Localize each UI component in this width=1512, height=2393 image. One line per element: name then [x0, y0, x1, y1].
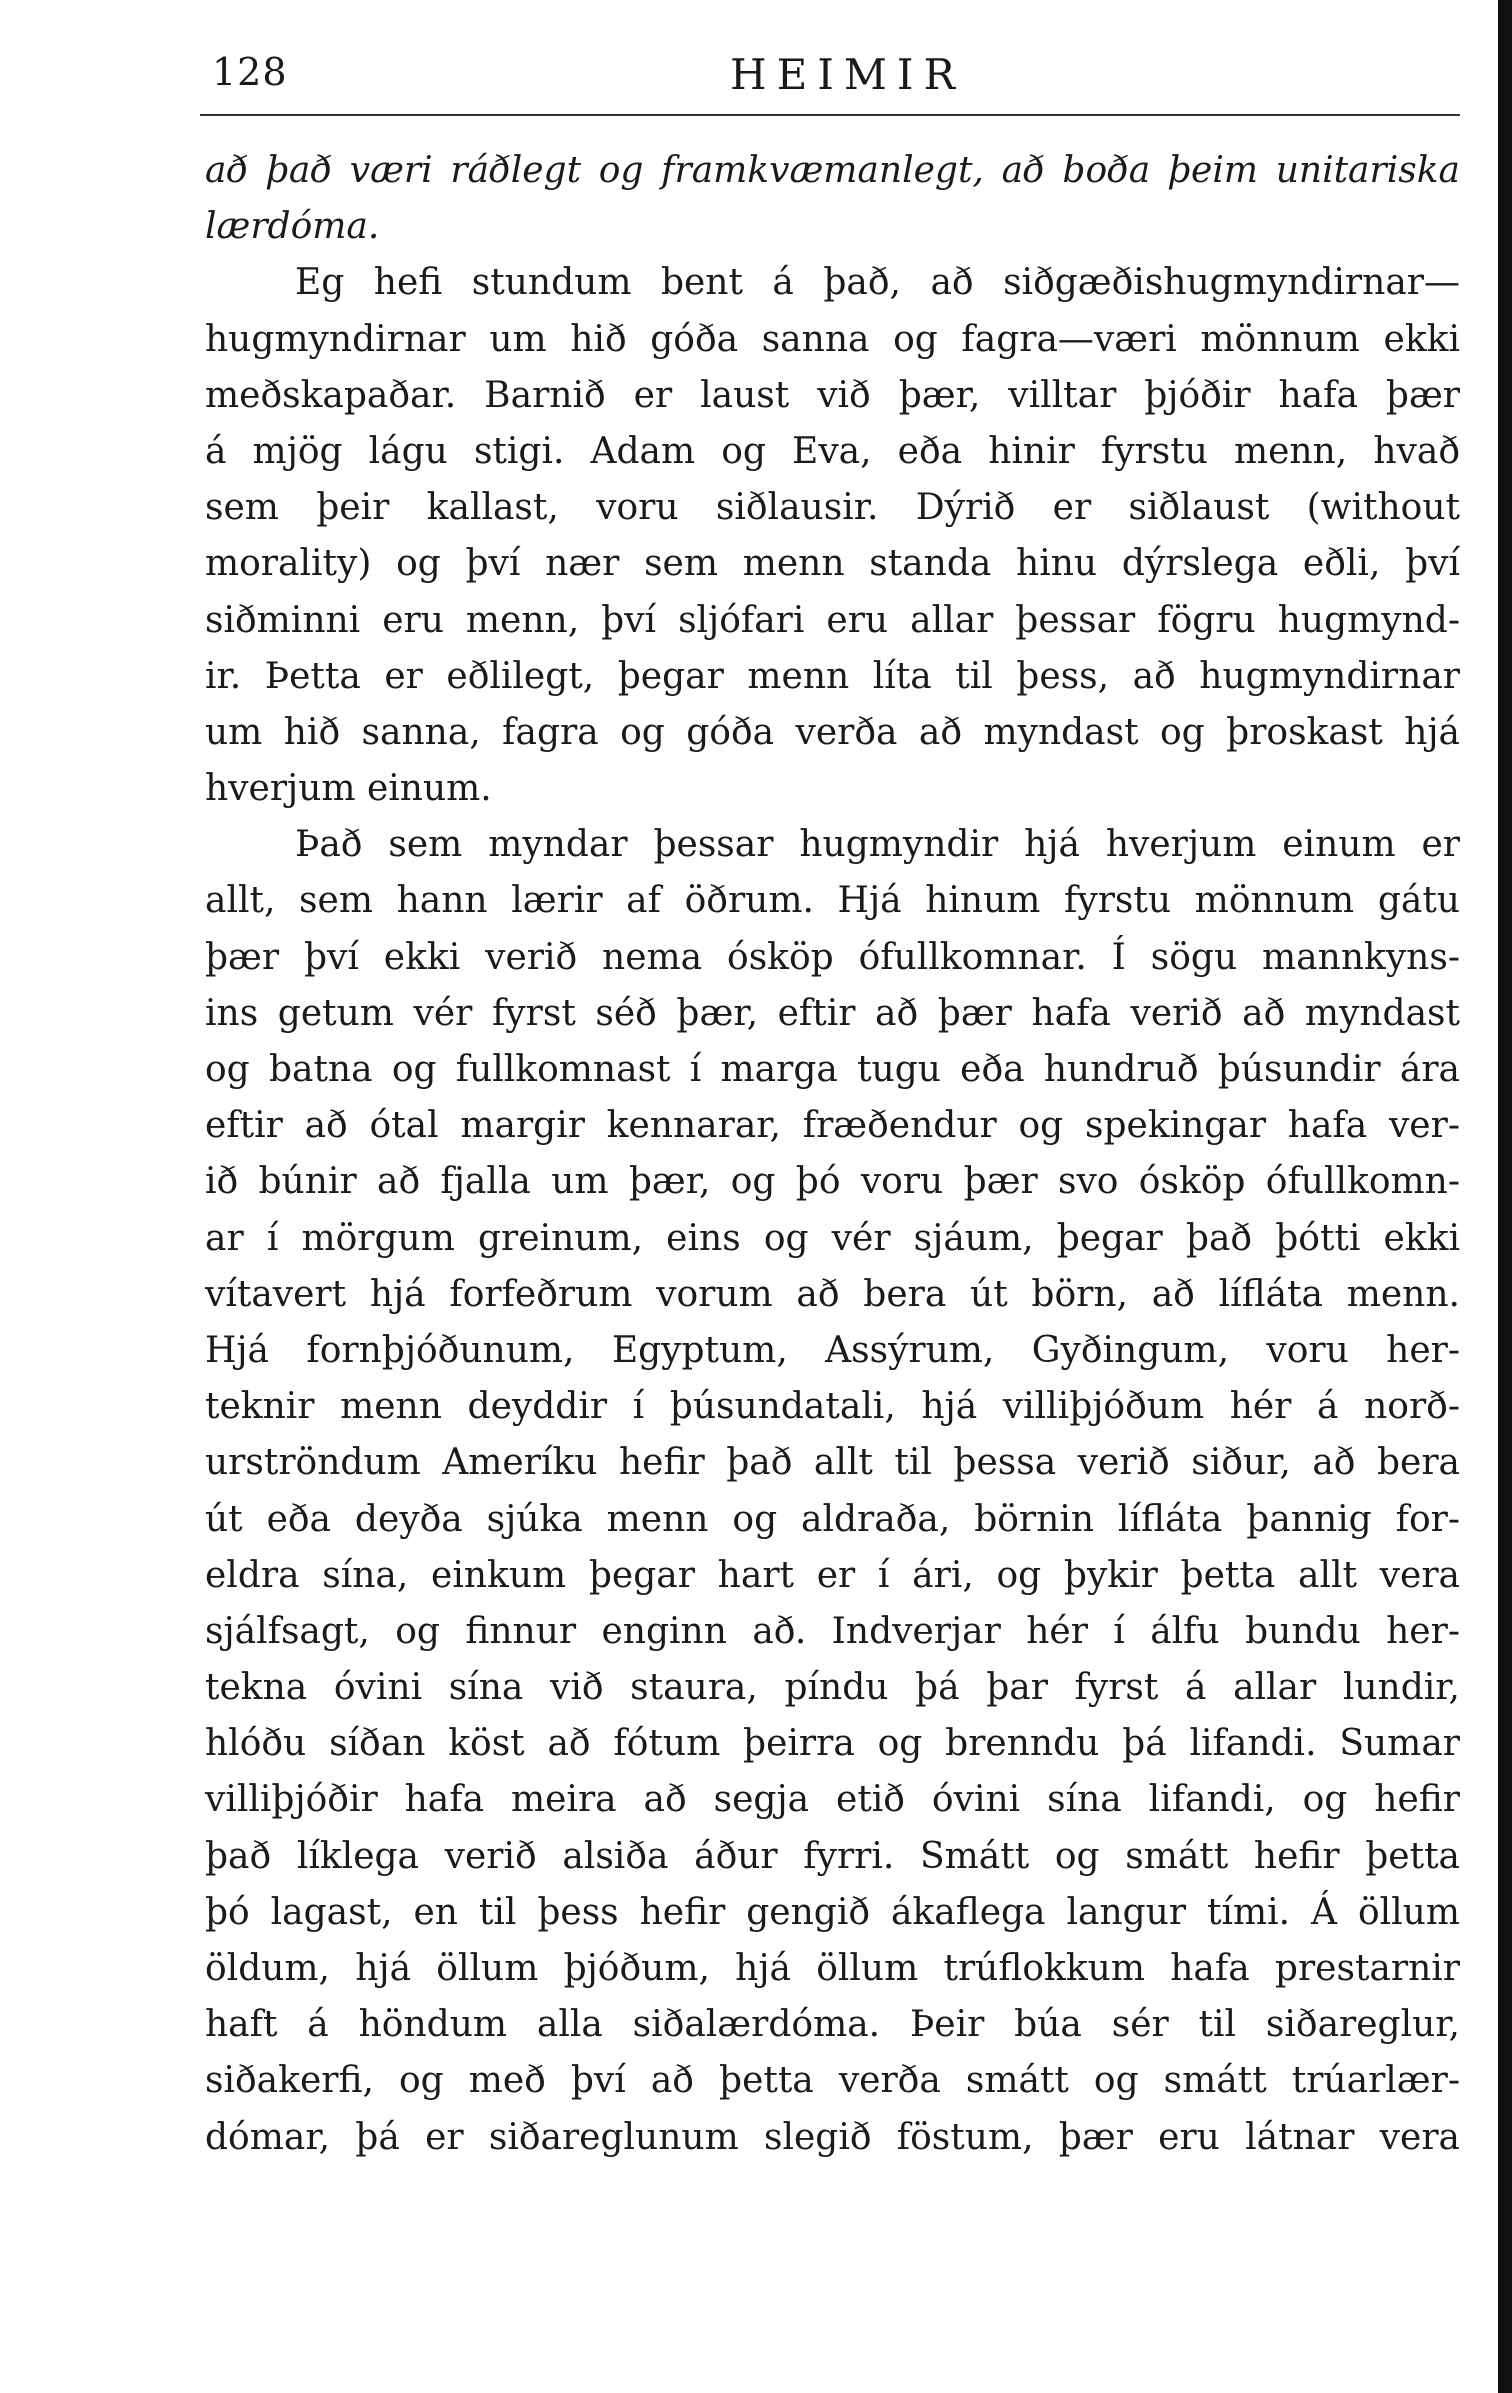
- text-line: hlóðu síðan köst að fótum þeirra og brenndu þá lifandi. Sumar: [205, 1723, 1460, 1765]
- text-line: hverjum einum.: [205, 768, 492, 810]
- text-line: eldra sína, einkum þegar hart er í ári, og þykir þetta allt vera: [205, 1554, 1460, 1596]
- text-line: villiþjóðir hafa meira að segja etið óvini sína lifandi, og hefir: [205, 1779, 1460, 1821]
- text-line: ar í mörgum greinum, eins og vér sjáum, þegar það þótti ekki: [205, 1217, 1460, 1259]
- text-line: Hjá fornþjóðunum, Egyptum, Assýrum, Gyðingum, voru her-: [205, 1329, 1460, 1371]
- text-line: öldum, hjá öllum þjóðum, hjá öllum trúflokkum hafa prestarnir: [205, 1948, 1460, 1989]
- page-edge-border: [1498, 0, 1512, 2393]
- text-line: lærdóma.: [205, 206, 380, 248]
- text-line: morality) og því nær sem menn standa hinu dýrslega eðli, því: [205, 543, 1460, 585]
- text-line: þær því ekki verið nema ósköp ófullkomnar. Í sögu mannkyns-: [205, 936, 1460, 978]
- text-line: teknir menn deyddir í þúsundatali, hjá villiþjóðum hér á norð-: [205, 1386, 1460, 1428]
- page-number: 128: [212, 50, 288, 94]
- text-line: á mjög lágu stigi. Adam og Eva, eða hinir fyrstu menn, hvað: [205, 430, 1460, 472]
- text-line: eftir að ótal margir kennarar, fræðendur og spekingar hafa ver-: [205, 1105, 1460, 1147]
- text-line: ins getum vér fyrst séð þær, eftir að þær hafa verið að myndast: [205, 992, 1460, 1034]
- text-line: allt, sem hann lærir af öðrum. Hjá hinum fyrstu mönnum gátu: [205, 880, 1460, 922]
- text-line: hugmyndirnar um hið góða sanna og fagra—væri mönnum ekki: [205, 318, 1460, 360]
- text-line: og batna og fullkomnast í marga tugu eða hundruð þúsundir ára: [205, 1049, 1460, 1090]
- text-line: urströndum Ameríku hefir það allt til þessa verið siður, að bera: [205, 1442, 1460, 1484]
- text-line: út eða deyða sjúka menn og aldraða, börnin lífláta þannig for-: [205, 1498, 1460, 1540]
- text-line: haft á höndum alla siðalærdóma. Þeir búa sér til siðareglur,: [205, 2004, 1460, 2046]
- text-line: sjálfsagt, og finnur enginn að. Indverjar hér í álfu bundu her-: [205, 1610, 1460, 1652]
- body-text: [205, 150, 1460, 2173]
- text-line: meðskapaðar. Barnið er laust við þær, villtar þjóðir hafa þær: [205, 374, 1460, 416]
- text-line: Eg hefi stundum bent á það, að siðgæðishugmyndirnar—: [295, 262, 1460, 304]
- text-line: að það væri ráðlegt og framkvæmanlegt, að boða þeim unitariska: [205, 150, 1460, 191]
- text-line: sem þeir kallast, voru siðlausir. Dýrið er siðlaust (without: [205, 487, 1460, 529]
- running-title: HEIMIR: [730, 50, 966, 99]
- text-line: dómar, þá er siðareglunum slegið föstum, þær eru látnar vera: [205, 2116, 1460, 2158]
- text-line: tekna óvini sína við staura, píndu þá þar fyrst á allar lundir,: [205, 1667, 1460, 1709]
- text-line: siðakerfi, og með því að þetta verða smátt og smátt trúarlær-: [205, 2060, 1460, 2102]
- text-line: þó lagast, en til þess hefir gengið ákaflega langur tími. Á öllum: [205, 1891, 1460, 1933]
- text-line: Það sem myndar þessar hugmyndir hjá hverjum einum er: [295, 824, 1460, 866]
- text-line: vítavert hjá forfeðrum vorum að bera út börn, að lífláta menn.: [205, 1273, 1460, 1315]
- text-line: það líklega verið alsiða áður fyrri. Smátt og smátt hefir þetta: [205, 1835, 1460, 1877]
- text-line: ið búnir að fjalla um þær, og þó voru þær svo ósköp ófullkomn-: [205, 1161, 1460, 1203]
- header-rule: [200, 114, 1460, 116]
- text-line: siðminni eru menn, því sljófari eru allar þessar fögru hugmynd-: [205, 599, 1460, 641]
- text-line: um hið sanna, fagra og góða verða að myndast og þroskast hjá: [205, 711, 1460, 753]
- text-line: ir. Þetta er eðlilegt, þegar menn líta til þess, að hugmyndirnar: [205, 655, 1460, 697]
- page-header: [200, 50, 1430, 110]
